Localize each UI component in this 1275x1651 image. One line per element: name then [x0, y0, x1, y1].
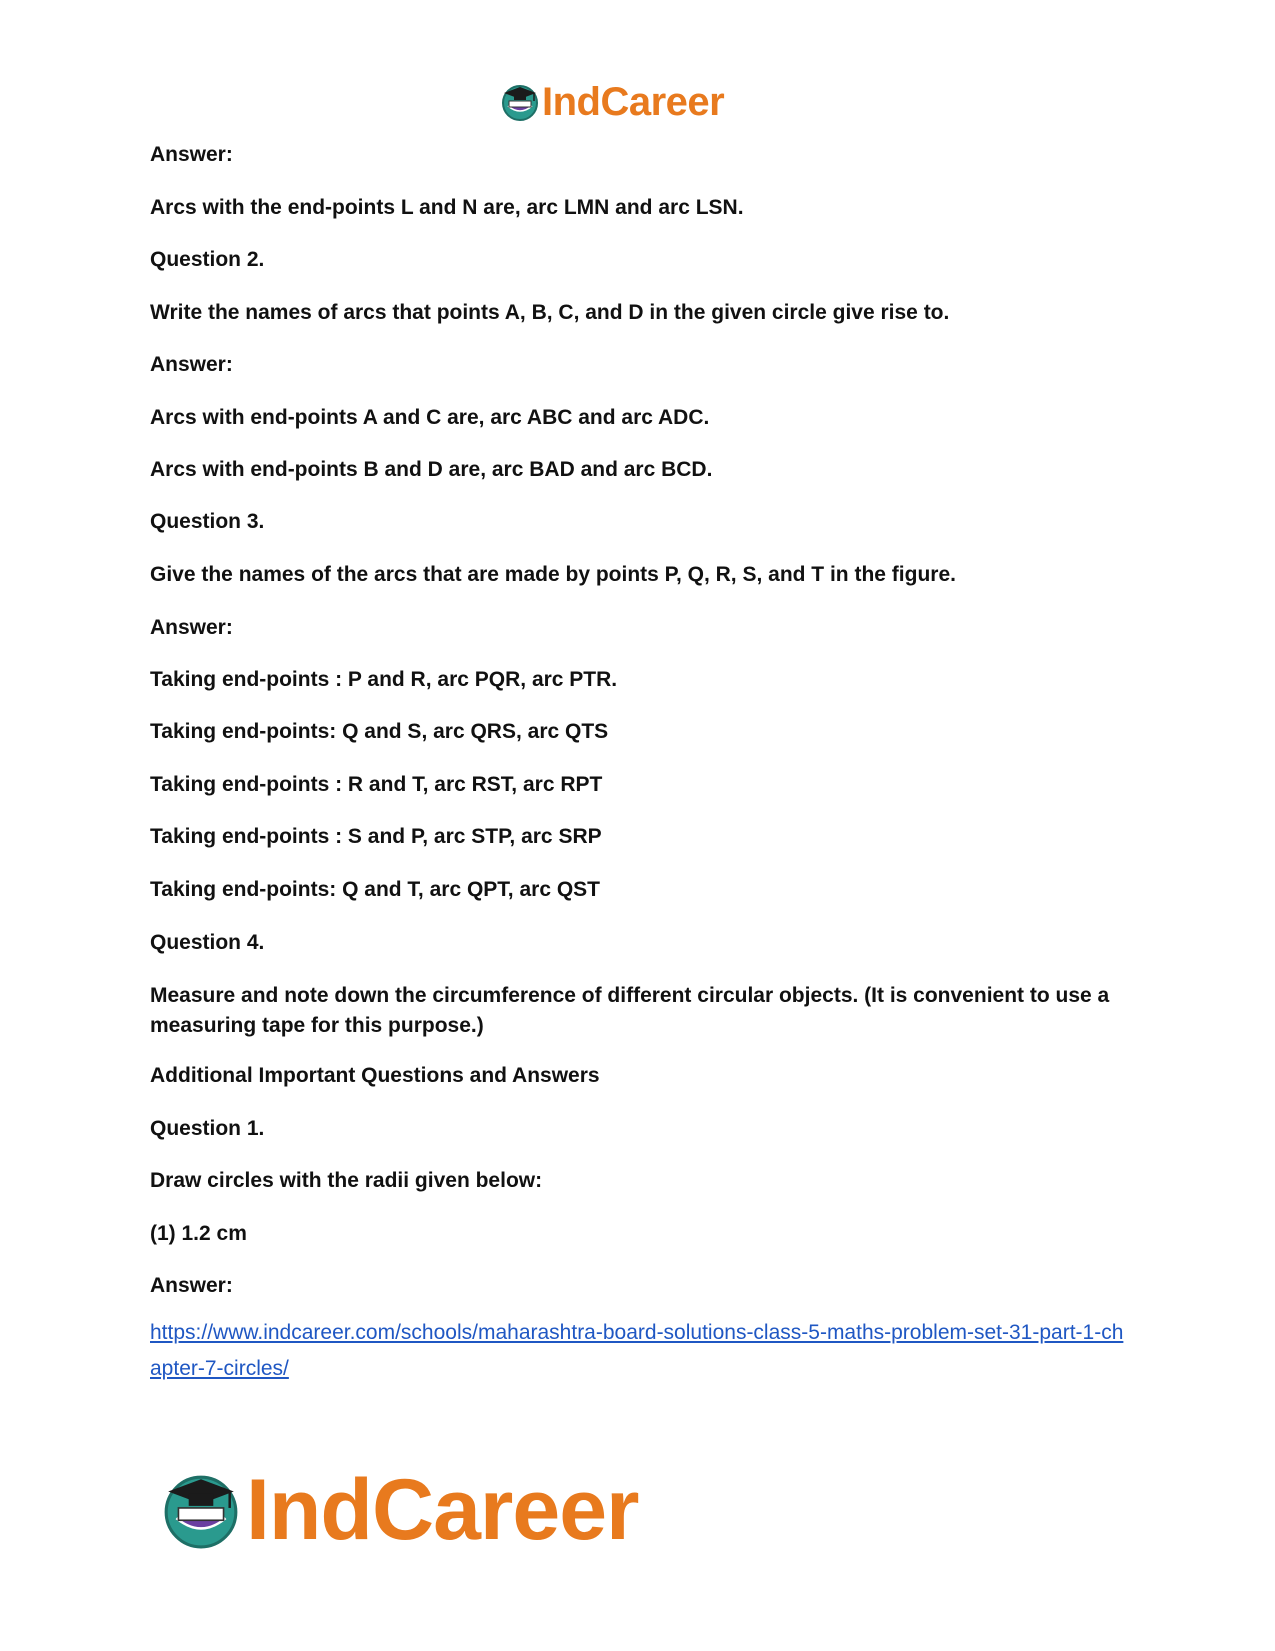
graduation-cap-globe-icon [160, 1469, 242, 1551]
answer-text: Taking end-points : P and R, arc PQR, arc PTR. [150, 668, 618, 691]
footer-logo [160, 1462, 639, 1558]
question-text: Give the names of the arcs that are made by points P, Q, R, S, and T in the figure. [150, 563, 956, 586]
question-heading: Question 2. [150, 248, 265, 271]
question-text: Draw circles with the radii given below: [150, 1169, 543, 1192]
answer-text: Arcs with end-points B and D are, arc BAD and arc BCD. [150, 458, 713, 481]
question-text: (1) 1.2 cm [150, 1222, 247, 1245]
answer-text: Taking end-points: Q and T, arc QPT, arc QST [150, 878, 601, 901]
question-heading: Question 1. [150, 1117, 265, 1140]
answer-text: Taking end-points : R and T, arc RST, arc RPT [150, 773, 603, 796]
question-heading: Question 3. [150, 510, 265, 533]
answer-label: Answer: [150, 616, 233, 639]
answer-text: Arcs with the end-points L and N are, arc LMN and arc LSN. [150, 196, 744, 219]
answer-text: Arcs with end-points A and C are, arc ABC and arc ADC. [150, 406, 710, 429]
answer-text: Taking end-points: Q and S, arc QRS, arc QTS [150, 720, 609, 743]
answer-text: Taking end-points : S and P, arc STP, arc SRP [150, 825, 602, 848]
answer-label: Answer: [150, 1274, 233, 1297]
source-url-link[interactable]: https://www.indcareer.com/schools/maharashtra-board-solutions-class-5-maths-problem-set-31-part-1-chapter-7-circles/ [150, 1321, 1124, 1380]
logo-wordmark: IndCareer [542, 80, 725, 124]
answer-label: Answer: [150, 353, 233, 376]
header-logo [500, 78, 724, 126]
question-text: Write the names of arcs that points A, B, C, and D in the given circle give rise to. [150, 301, 950, 324]
answer-label: Answer: [150, 143, 233, 166]
graduation-cap-globe-icon [500, 82, 540, 122]
section-heading: Additional Important Questions and Answers [150, 1064, 600, 1087]
logo-wordmark: IndCareer [246, 1462, 639, 1558]
question-text: Measure and note down the circumference of different circular objects. (It is convenient to use a measuring tape for this purpose.) [150, 984, 1110, 1037]
question-heading: Question 4. [150, 931, 265, 954]
